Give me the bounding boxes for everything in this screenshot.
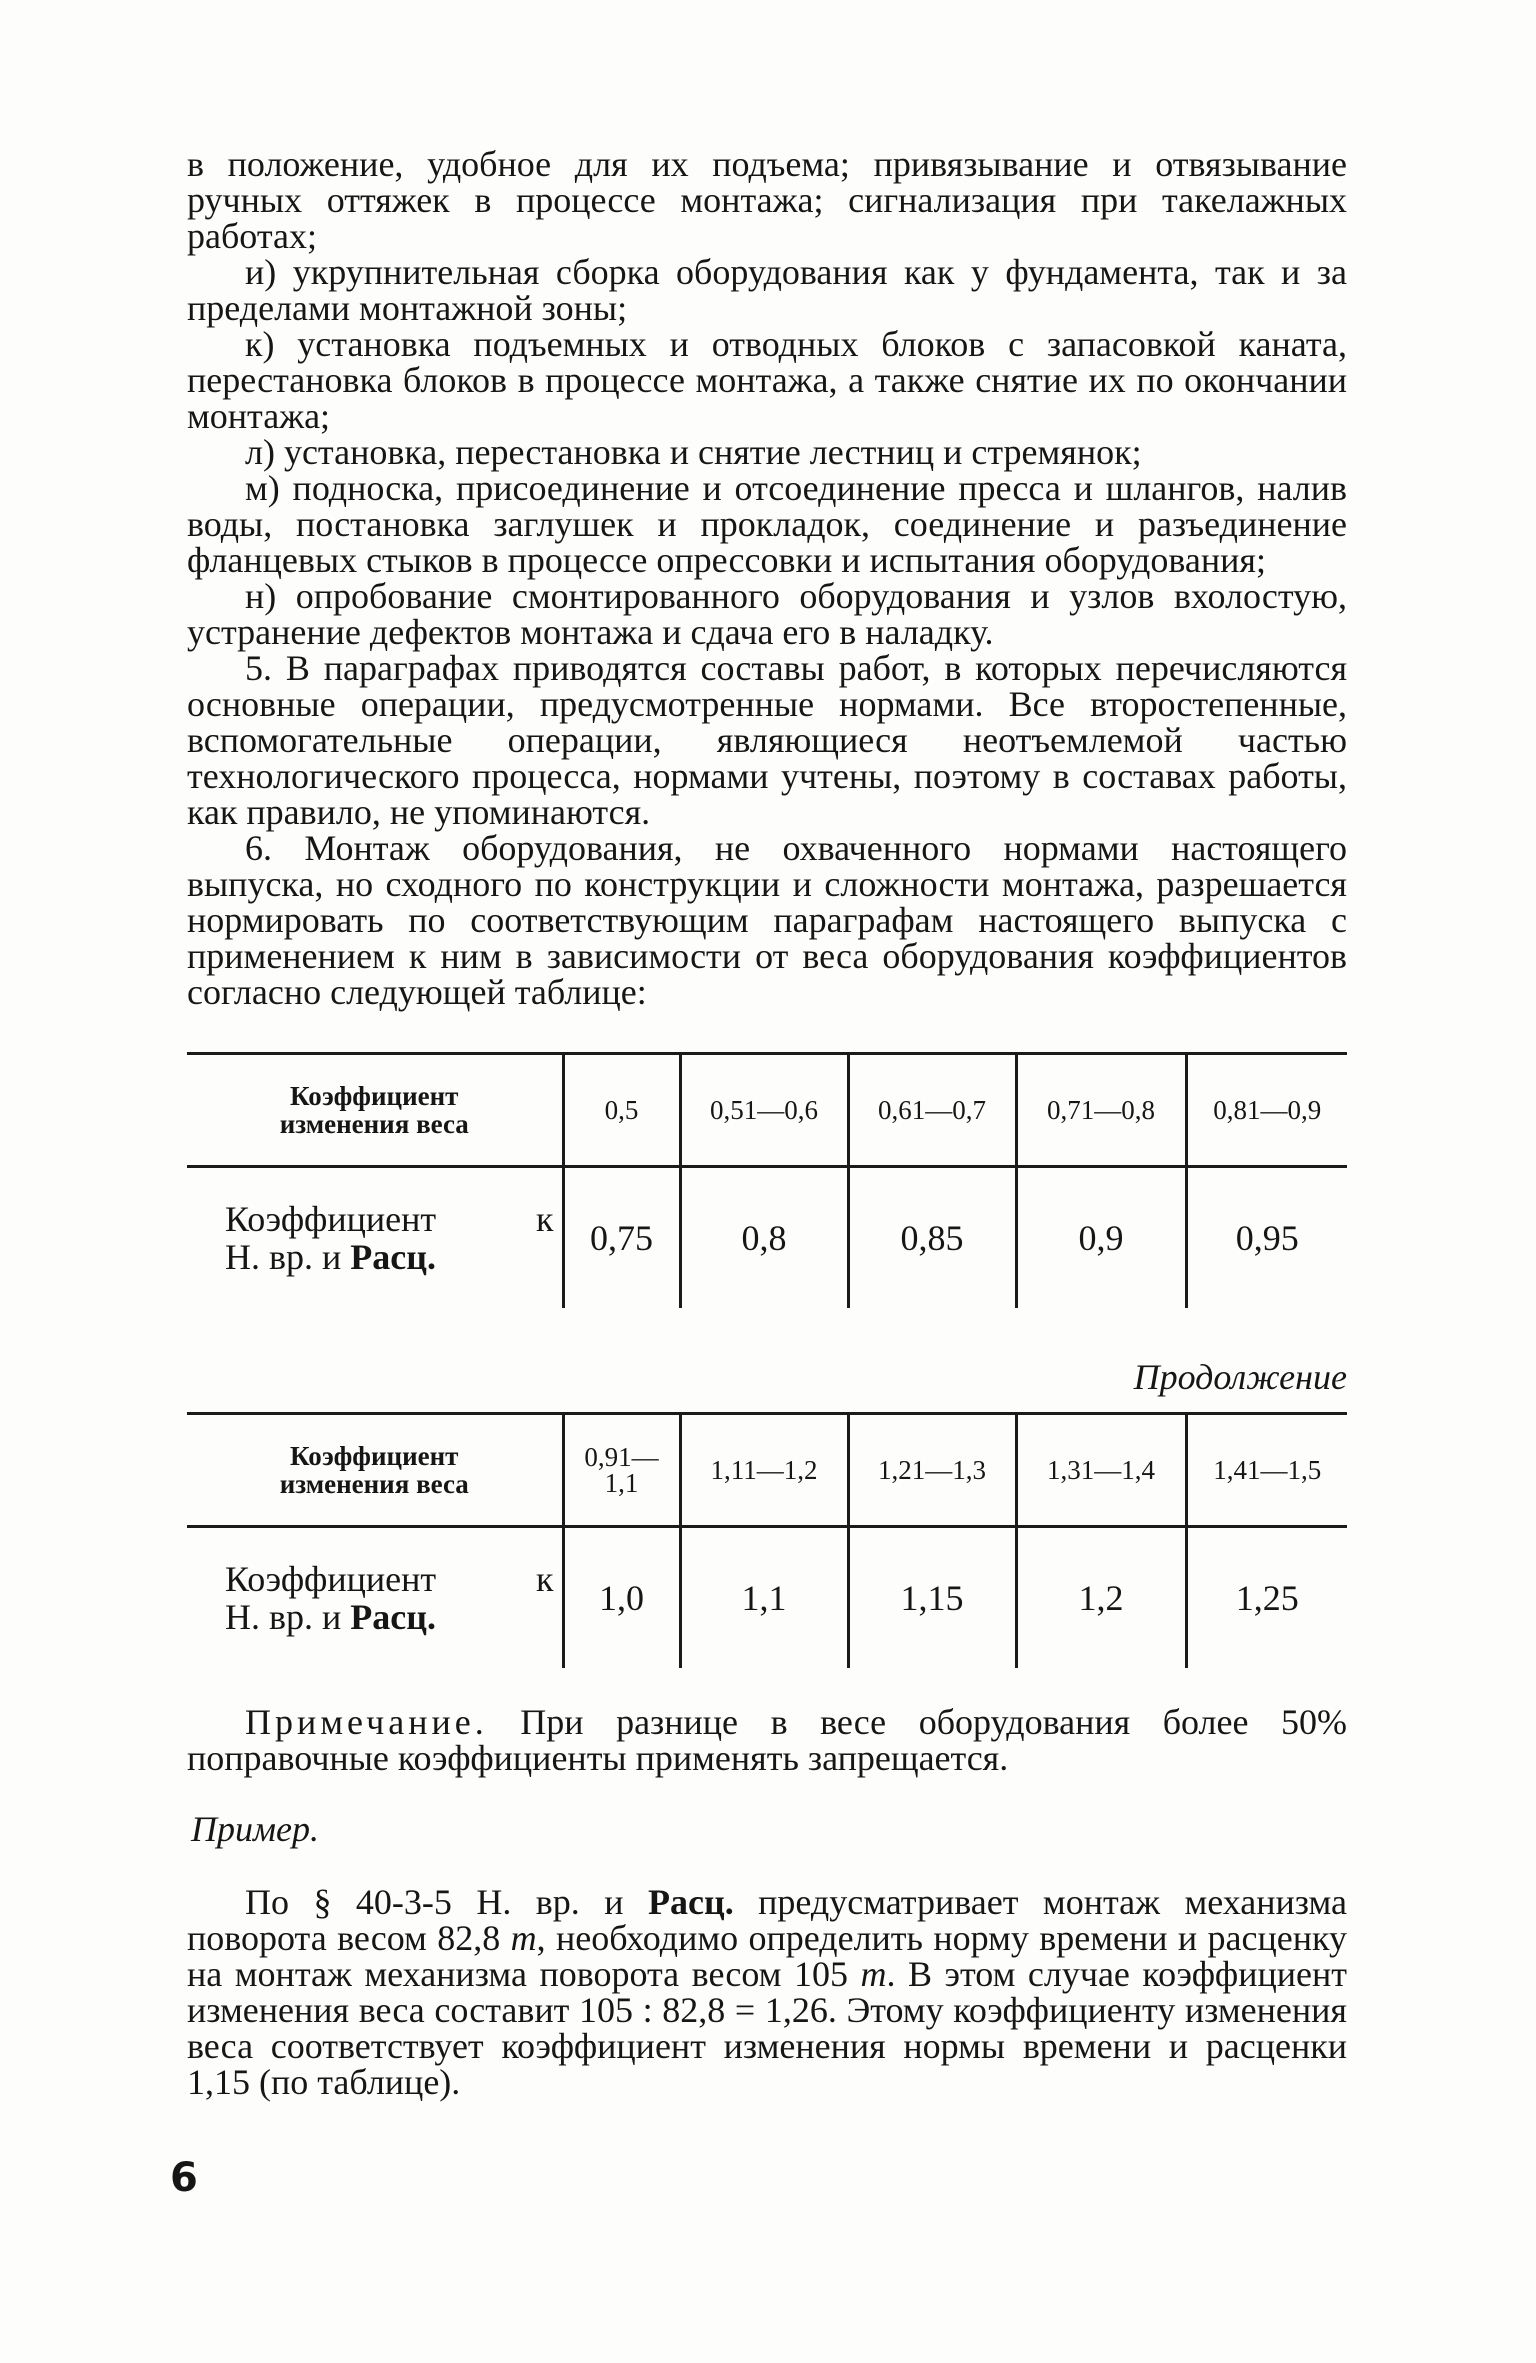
page-body <box>187 146 1347 2100</box>
weight-cell: 1,31—1,4 <box>1016 1414 1186 1527</box>
row-label: Коэффициент к Н. вр. и Расц. <box>187 1167 563 1309</box>
row-label: Коэффициент к Н. вр. и Расц. <box>187 1527 563 1669</box>
list-item-k: к) установка подъемных и отводных блоков с запасовкой каната, перестановка блоков в процессе монтажа, а также снятие их по окончании монтажа; <box>187 324 1347 436</box>
list-item-m: м) подноска, присоединение и отсоединение пресса и шлангов, налив воды, постановка заглушек и прокладок, соединение и разъединение фланцевых стыков в процессе опрессовки и испытания оборудования; <box>187 468 1347 580</box>
paragraph-6: 6. Монтаж оборудования, не охваченного нормами настоящего выпуска, но сходного по конструкции и сложности монтажа, разрешается нормировать по соответствующим параграфам настоящего выпуска с применением к ним в зависимости от веса оборудования коэффициентов согласно следующей таблице: <box>187 828 1347 1012</box>
note-paragraph <box>187 1704 1347 1776</box>
weight-cell: 0,51—0,6 <box>680 1054 848 1167</box>
page-number: 6 <box>170 2155 198 2201</box>
example-paragraph: По § 40-3-5 Н. вр. и Расц. предусматривает монтаж механизма поворота весом 82,8 т, необходимо определить норму времени и расценку на монтаж механизма поворота весом 105 т. В этом случае коэффициент изменения веса составит 105 : 82,8 = 1,26. Этому коэффициенту изменения веса соответствует коэффициент изменения нормы времени и расценки 1,15 (по таблице). <box>187 1882 1347 2102</box>
list-item-l: л) установка, перестановка и снятие лестниц и стремянок; <box>245 432 1142 472</box>
coef-cell: 1,25 <box>1186 1527 1347 1669</box>
example-heading: Пример. <box>191 1809 319 1849</box>
coef-cell: 0,8 <box>680 1167 848 1309</box>
coef-cell: 0,85 <box>848 1167 1016 1309</box>
coef-cell: 0,95 <box>1186 1167 1347 1309</box>
coefficient-table-2 <box>187 1412 1347 1668</box>
coef-cell: 0,9 <box>1016 1167 1186 1309</box>
weight-cell: 0,91— 1,1 <box>563 1414 680 1527</box>
coef-cell: 1,1 <box>680 1527 848 1669</box>
weight-cell: 0,5 <box>563 1054 680 1167</box>
coef-cell: 1,2 <box>1016 1527 1186 1669</box>
paragraph-continuation: в положение, удобное для их подъема; привязывание и отвязывание ручных оттяжек в процессе монтажа; сигнализация при такелажных работах; <box>187 144 1347 256</box>
coef-cell: 0,75 <box>563 1167 680 1309</box>
note-text: При разнице в весе оборудования более 50% поправочные коэффициенты применять запрещается. <box>187 1702 1347 1778</box>
weight-cell: 1,41—1,5 <box>1186 1414 1347 1527</box>
paragraph-5: 5. В параграфах приводятся составы работ, в которых перечисляются основные операции, предусмотренные нормами. Все второстепенные, вспомогательные операции, являющиеся неотъемлемой частью технологического процесса, нормами учтены, поэтому в составах работы, как правило, не упоминаются. <box>187 648 1347 832</box>
header-label: Коэффициент изменения веса <box>187 1054 563 1167</box>
coef-cell: 1,15 <box>848 1527 1016 1669</box>
list-item-n: н) опробование смонтированного оборудования и узлов вхолостую, устранение дефектов монтажа и сдача его в наладку. <box>187 576 1347 652</box>
weight-cell: 0,81—0,9 <box>1186 1054 1347 1167</box>
coef-cell: 1,0 <box>563 1527 680 1669</box>
list-item-i: и) укрупнительная сборка оборудования как у фундамента, так и за пределами монтажной зоны; <box>187 252 1347 328</box>
weight-cell: 1,21—1,3 <box>848 1414 1016 1527</box>
coefficient-table-1 <box>187 1052 1347 1308</box>
weight-cell: 0,61—0,7 <box>848 1054 1016 1167</box>
continuation-label: Продолжение <box>1133 1357 1347 1397</box>
weight-cell: 1,11—1,2 <box>680 1414 848 1527</box>
header-label: Коэффициент изменения веса <box>187 1414 563 1527</box>
weight-cell: 0,71—0,8 <box>1016 1054 1186 1167</box>
note-label: Примечание. <box>245 1702 488 1742</box>
